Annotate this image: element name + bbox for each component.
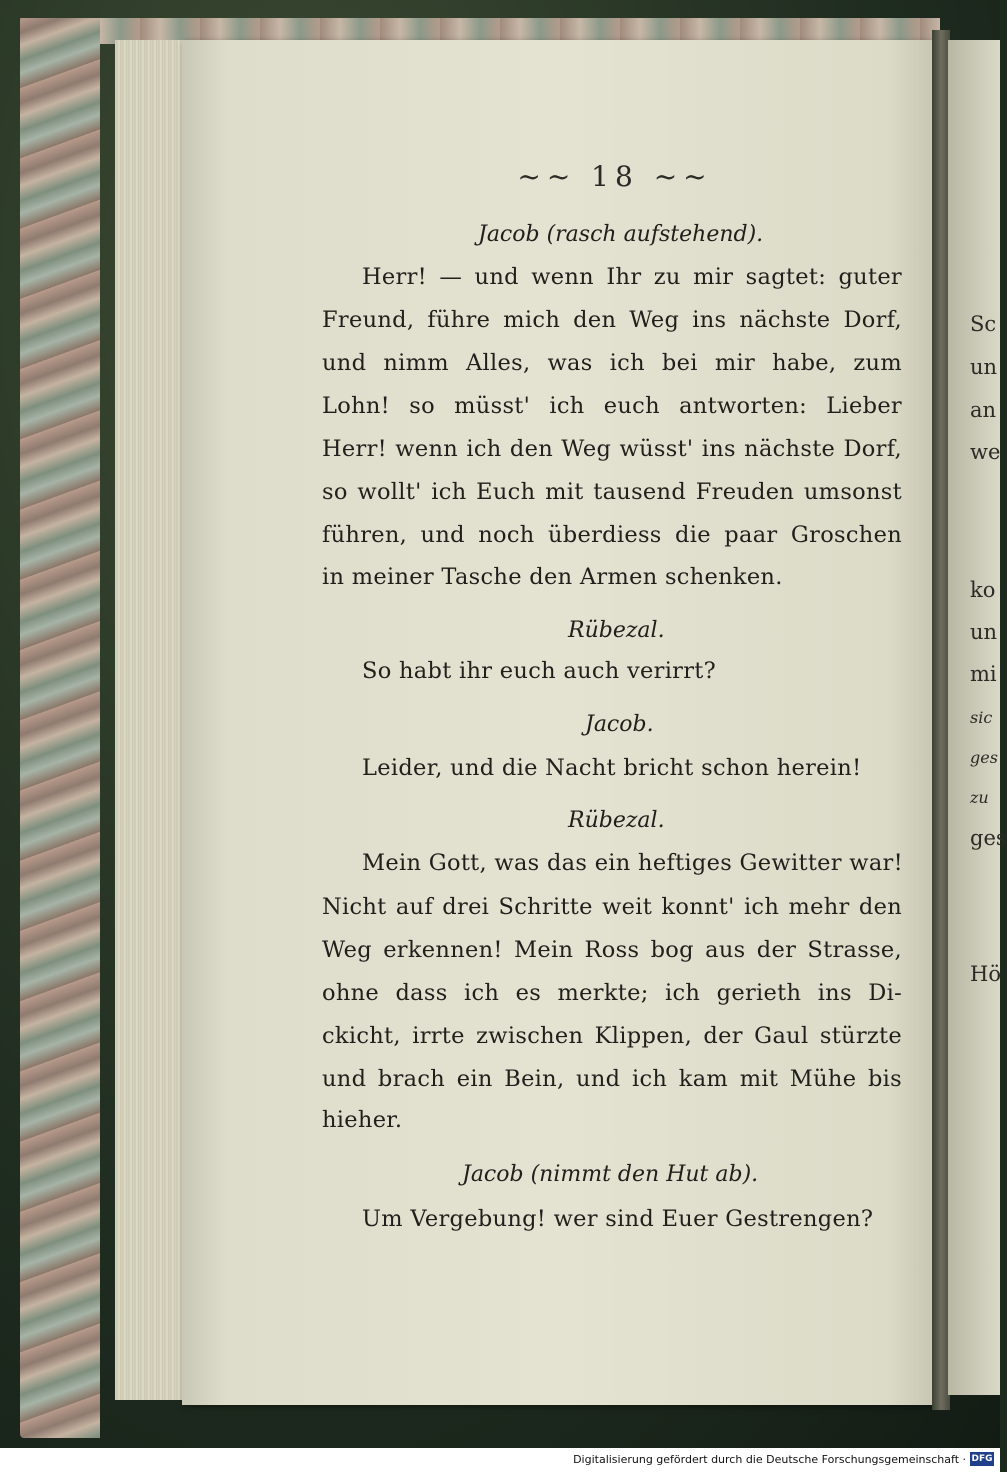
text-line: Mein Gott, was das ein heftiges Gewitter war! (362, 850, 903, 876)
facing-page-fragment: Hö (970, 962, 1001, 986)
text-line: Herr! — und wenn Ihr zu mir sagtet: guter (362, 264, 902, 290)
facing-page-fragment: mi (970, 662, 997, 686)
facing-page-fragment: ges (970, 826, 1007, 850)
page-edges (115, 40, 185, 1400)
text-line: Um Vergebung! wer sind Euer Gestrengen? (362, 1206, 874, 1232)
facing-page-fragment: ko (970, 578, 996, 602)
text-line: so wollt' ich Euch mit tausend Freuden umsonst (322, 479, 902, 505)
text-line: Herr! wenn ich den Weg wüsst' ins nächste Dorf, (322, 436, 902, 462)
text-line: ohne dass ich es merkte; ich gerieth ins Di- (322, 980, 902, 1006)
dfg-logo: DFG (971, 1454, 993, 1464)
text-line: in meiner Tasche den Armen schenken. (322, 564, 783, 590)
text-line: Freund, führe mich den Weg ins nächste Dorf, (322, 307, 902, 333)
facing-page-fragment: ges (970, 748, 998, 767)
text-line: So habt ihr euch auch verirrt? (362, 658, 717, 684)
text-line: Lohn! so müsst' ich euch antworten: Lieber (322, 393, 902, 419)
facing-page-fragment: sic (970, 708, 993, 727)
text-line: führen, und noch überdiess die paar Groschen (322, 522, 902, 548)
footer-bar (0, 1448, 1000, 1472)
page-number-header: ~~ 18 ~~ (517, 160, 713, 193)
facing-page-fragment: we (970, 440, 1001, 464)
facing-page-fragment: an (970, 398, 997, 422)
marbled-book-cover (20, 18, 100, 1438)
text-line: und brach ein Bein, und ich kam mit Mühe bis (322, 1066, 902, 1092)
facing-page-fragment: un (970, 355, 998, 379)
funding-credit: Digitalisierung gefördert durch die Deutsche Forschungsgemeinschaft · (573, 1453, 966, 1466)
text-line: und nimm Alles, was ich bei mir habe, zum (322, 350, 902, 376)
text-line: hieher. (322, 1107, 403, 1133)
speaker-name: Rübezal. (568, 808, 665, 833)
speaker-direction: Jacob (nimmt den Hut ab). (462, 1162, 759, 1187)
text-line: Weg erkennen! Mein Ross bog aus der Strasse, (322, 937, 902, 963)
speaker-name: Jacob. (585, 712, 654, 737)
speaker-direction: Jacob (rasch aufstehend). (478, 222, 764, 247)
text-line: ckicht, irrte zwischen Klippen, der Gaul stürzte (322, 1023, 902, 1049)
facing-page-fragment: zu (970, 788, 989, 807)
text-line: Nicht auf drei Schritte weit konnt' ich mehr den (322, 894, 902, 920)
speaker-name: Rübezal. (568, 618, 665, 643)
facing-page-fragment: un (970, 620, 998, 644)
text-line: Leider, und die Nacht bricht schon herein! (362, 755, 862, 781)
facing-page-fragment: Sc (970, 312, 997, 336)
